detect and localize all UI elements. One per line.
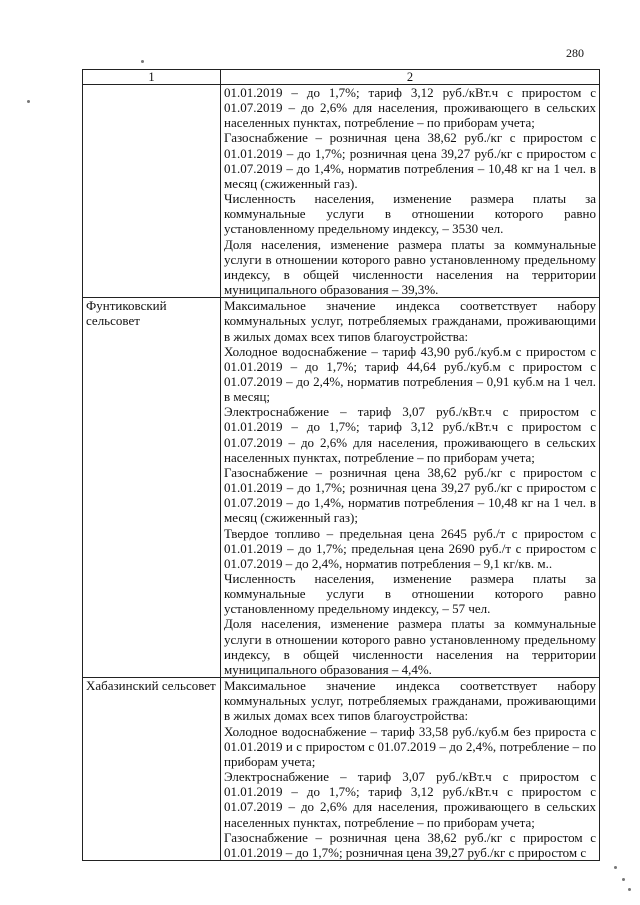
paragraph: Численность населения, изменение размера платы за коммунальные услуги в отношении которого равно установленному предельному индексу, – 57 чел. [224, 571, 596, 617]
table-row [83, 298, 600, 678]
paragraph: Холодное водоснабжение – тариф 33,58 руб./куб.м без прироста с 01.01.2019 и с приростом с 01.07.2019 – до 2,4%, потребление – по приборам учета; [224, 723, 596, 769]
tariff-description [221, 85, 600, 298]
page-number: 280 [566, 46, 584, 60]
municipality-name: Хабазинский сельсовет [83, 678, 221, 861]
header-row [83, 70, 600, 85]
municipality-name: Фунтиковский сельсовет [83, 298, 221, 678]
paragraph: Газоснабжение – розничная цена 38,62 руб./кг с приростом с 01.01.2019 – до 1,7%; розничная цена 39,27 руб./кг с приростом с [224, 829, 596, 860]
paragraph: Доля населения, изменение размера платы за коммунальные услуги в отношении которого равно установленному предельному индексу, в общей численности населения на территории муниципального образования – 39,3%. [224, 236, 596, 298]
paragraph: 01.01.2019 – до 1,7%; тариф 3,12 руб./кВт.ч с приростом с 01.07.2019 – до 2,6% для населения, проживающего в сельских населенных пунктах, потребление – по приборам учета; [224, 85, 596, 131]
paragraph: Максимальное значение индекса соответствует набору коммунальных услуг, потребляемых гражданами, проживающими в жилых домах всех типов благоустройства: [224, 298, 596, 344]
paragraph: Газоснабжение – розничная цена 38,62 руб./кг с приростом с 01.01.2019 – до 1,7%; розничная цена 39,27 руб./кг с приростом с 01.07.2019 – до 1,4%, норматив потребления – 10,48 кг на 1 чел. в месяц (сжиженный газ). [224, 130, 596, 191]
table-row [83, 678, 600, 861]
scan-speck [614, 866, 617, 869]
tariff-description [221, 678, 600, 861]
paragraph: Численность населения, изменение размера платы за коммунальные услуги в отношении которого равно установленному предельному индексу, – 3530 чел. [224, 191, 596, 237]
tariff-description [221, 298, 600, 678]
paragraph: Доля населения, изменение размера платы за коммунальные услуги в отношении которого равно установленному предельному индексу, в общей численности населения на территории муниципального образования – 4,4%. [224, 616, 596, 677]
paragraph: Твердое топливо – предельная цена 2645 руб./т с приростом с 01.01.2019 – до 1,7%; предельная цена 2690 руб./т с приростом с 01.07.2019 – до 2,4%, норматив потребления – 9,1 кг/кв. м.. [224, 525, 596, 571]
table-body [83, 85, 600, 861]
scan-speck [628, 888, 631, 891]
municipality-name [83, 85, 221, 298]
scan-speck [622, 878, 625, 881]
table-header [83, 70, 600, 85]
scan-speck [141, 60, 144, 63]
column-header-2: 2 [221, 70, 600, 85]
paragraph: Максимальное значение индекса соответствует набору коммунальных услуг, потребляемых гражданами, проживающими в жилых домах всех типов благоустройства: [224, 678, 596, 724]
column-header-1: 1 [83, 70, 221, 85]
paragraph: Электроснабжение – тариф 3,07 руб./кВт.ч с приростом с 01.01.2019 – до 1,7%; тариф 3,12 руб./кВт.ч с приростом с 01.07.2019 – до 2,6% для населения, проживающего в сельских населенных пунктах, потребление – по приборам учета; [224, 769, 596, 830]
paragraph: Газоснабжение – розничная цена 38,62 руб./кг с приростом с 01.01.2019 – до 1,7%; розничная цена 39,27 руб./кг с приростом с 01.07.2019 – до 1,4%, норматив потребления – 10,48 кг на 1 чел. в месяц (сжиженный газ); [224, 464, 596, 526]
table-row [83, 85, 600, 298]
paragraph: Электроснабжение – тариф 3,07 руб./кВт.ч с приростом с 01.01.2019 – до 1,7%; тариф 3,12 руб./кВт.ч с приростом с 01.07.2019 – до 2,6% для населения, проживающего в сельских населенных пунктах, потребление – по приборам учета; [224, 404, 596, 465]
scan-speck [27, 100, 30, 103]
paragraph: Холодное водоснабжение – тариф 43,90 руб./куб.м с приростом с 01.01.2019 – до 1,7%; тариф 44,64 руб./куб.м с приростом с 01.07.2019 – до 2,4%, норматив потребления – 0,91 куб.м на 1 чел. в месяц; [224, 343, 596, 405]
tariff-table [82, 69, 600, 861]
